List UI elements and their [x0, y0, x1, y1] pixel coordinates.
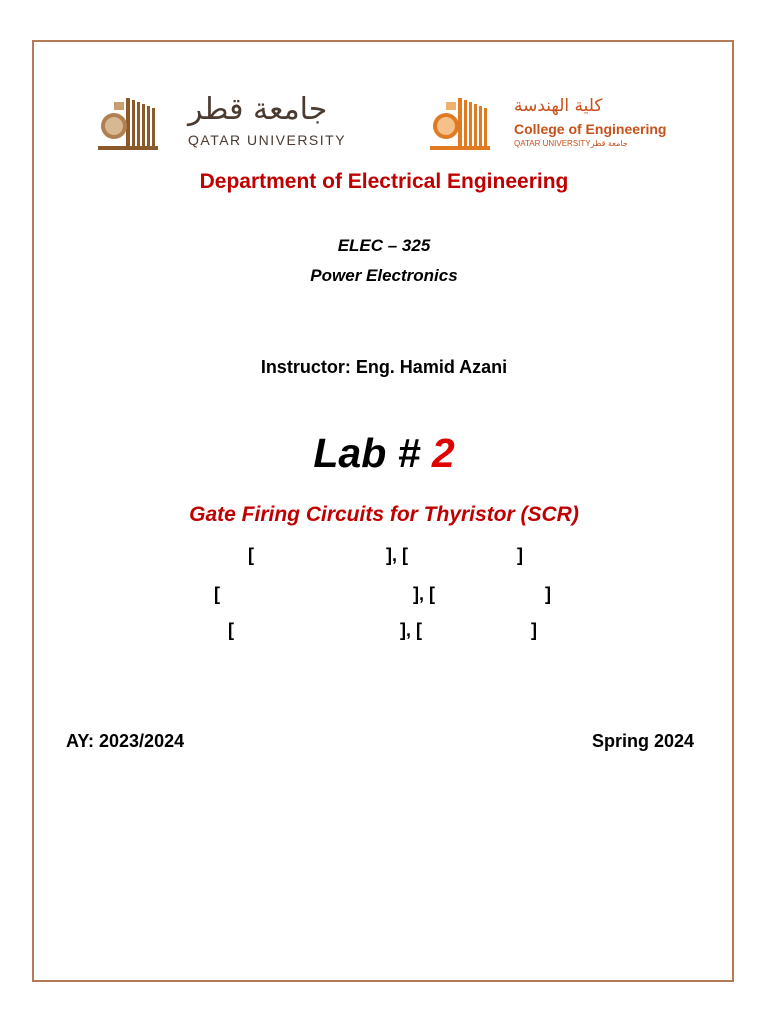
qatar-university-logo — [96, 92, 356, 152]
name-placeholder-row — [0, 584, 768, 608]
semester: Spring 2024 — [591, 731, 694, 751]
bracket-separator: ], [ — [413, 584, 435, 604]
name-placeholder-row — [0, 545, 768, 569]
name-placeholder-row — [0, 620, 768, 644]
bracket-separator: ], [ — [400, 620, 422, 640]
lab-title — [0, 430, 768, 477]
instructor-line: Instructor: Eng. Hamid Azani — [260, 357, 508, 377]
lab-subtitle: Gate Firing Circuits for Thyristor (SCR) — [189, 503, 579, 526]
coe-sub-line — [514, 139, 628, 148]
bracket-open: [ — [248, 545, 254, 565]
course-code: ELEC – 325 — [337, 236, 431, 255]
coe-emblem-icon — [428, 96, 494, 152]
coe-sub-english: QATAR UNIVERSITY — [514, 139, 591, 148]
college-of-engineering-logo — [428, 96, 667, 152]
bracket-open: [ — [214, 584, 220, 604]
qu-english-name: QATAR UNIVERSITY — [188, 132, 347, 148]
bracket-close: ] — [517, 545, 523, 565]
bracket-separator: ], [ — [386, 545, 408, 565]
qu-emblem-icon — [96, 96, 162, 152]
bracket-close: ] — [545, 584, 551, 604]
qu-arabic-name: جامعة قطر — [188, 92, 328, 127]
bracket-close: ] — [531, 620, 537, 640]
coe-arabic-name: كلية الهندسة — [514, 96, 603, 116]
course-name: Power Electronics — [310, 266, 458, 285]
coe-english-name: College of Engineering — [514, 121, 667, 137]
lab-number: 2 — [431, 430, 455, 476]
bracket-open: [ — [228, 620, 234, 640]
coe-sub-arabic: جامعة قطر — [590, 139, 628, 148]
academic-year: AY: 2023/2024 — [66, 731, 185, 751]
lab-prefix: Lab # — [313, 430, 432, 476]
department-heading: Department of Electrical Engineering — [199, 170, 569, 193]
